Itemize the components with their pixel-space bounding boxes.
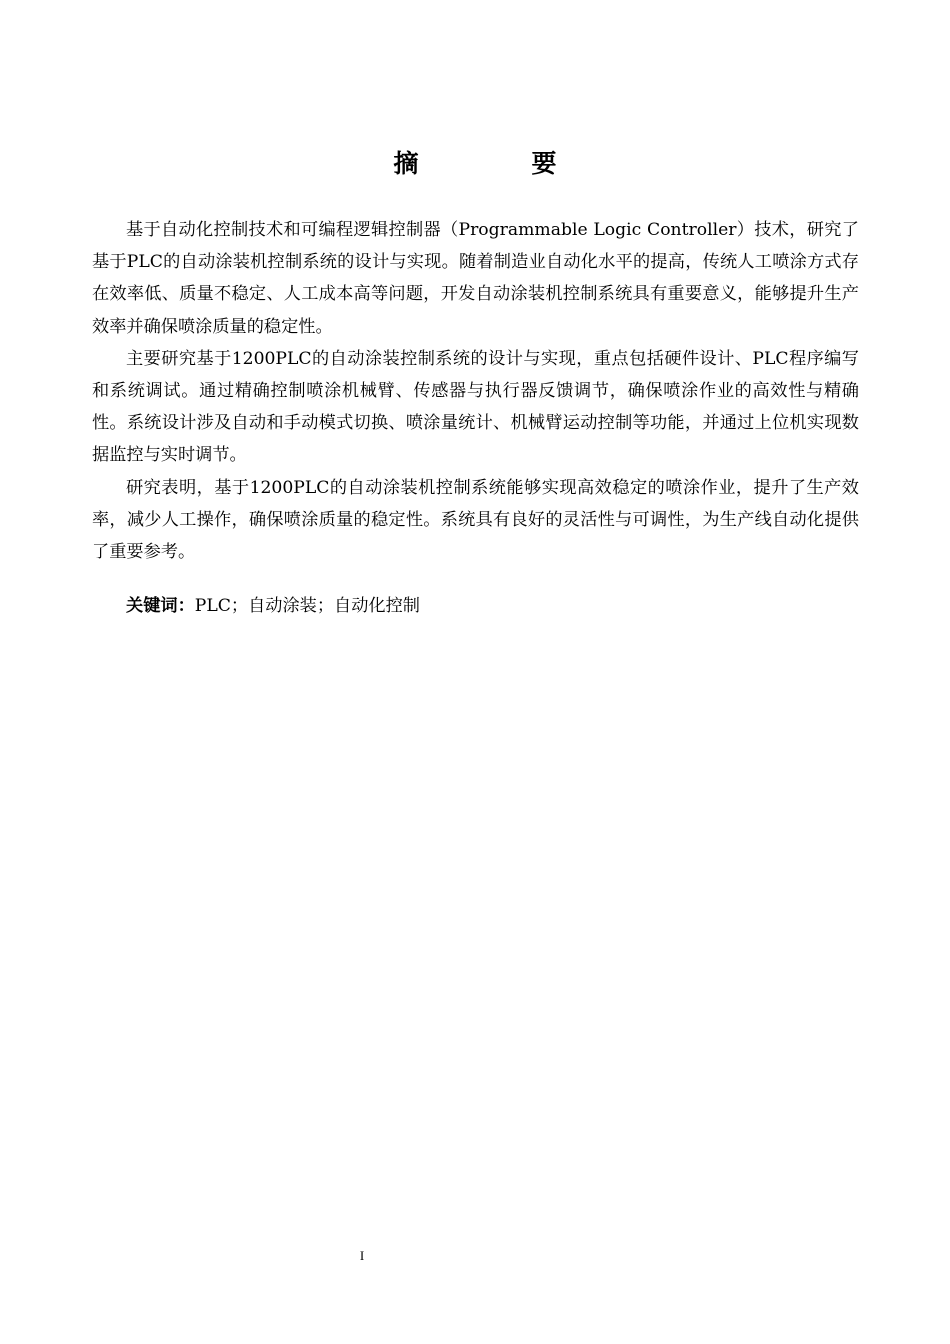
abstract-paragraph-2: 主要研究基于1200PLC的自动涂装控制系统的设计与实现，重点包括硬件设计、PLC程序编写和系统调试。通过精确控制喷涂机械臂、传感器与执行器反馈调节，确保喷涂作业的高效性与精确性。系统设计涉及自动和手动模式切换、喷涂量统计、机械臂运动控制等功能，并通过上位机实现数据监控与实时调节。: [92, 348, 859, 466]
page-number: I: [359, 1248, 365, 1263]
keywords-line: [126, 590, 420, 622]
abstract-paragraph-1: 基于自动化控制技术和可编程逻辑控制器（Programmable Logic Controller）技术，研究了基于PLC的自动涂装机控制系统的设计与实现。随着制造业自动化水平的提高，传统人工喷涂方式存在效率低、质量不稳定、人工成本高等问题，开发自动涂装机控制系统具有重要意义，能够提升生产效率并确保喷涂质量的稳定性。: [92, 220, 859, 337]
abstract-title: 摘 要: [393, 149, 601, 178]
abstract-body: [92, 214, 859, 568]
keywords-label: 关键词：: [126, 596, 195, 616]
abstract-paragraph-3: 研究表明，基于1200PLC的自动涂装机控制系统能够实现高效稳定的喷涂作业，提升了生产效率，减少人工操作，确保喷涂质量的稳定性。系统具有良好的灵活性与可调性，为生产线自动化提供了重要参考。: [92, 477, 859, 563]
keywords-value: PLC；自动涂装；自动化控制: [194, 596, 420, 616]
